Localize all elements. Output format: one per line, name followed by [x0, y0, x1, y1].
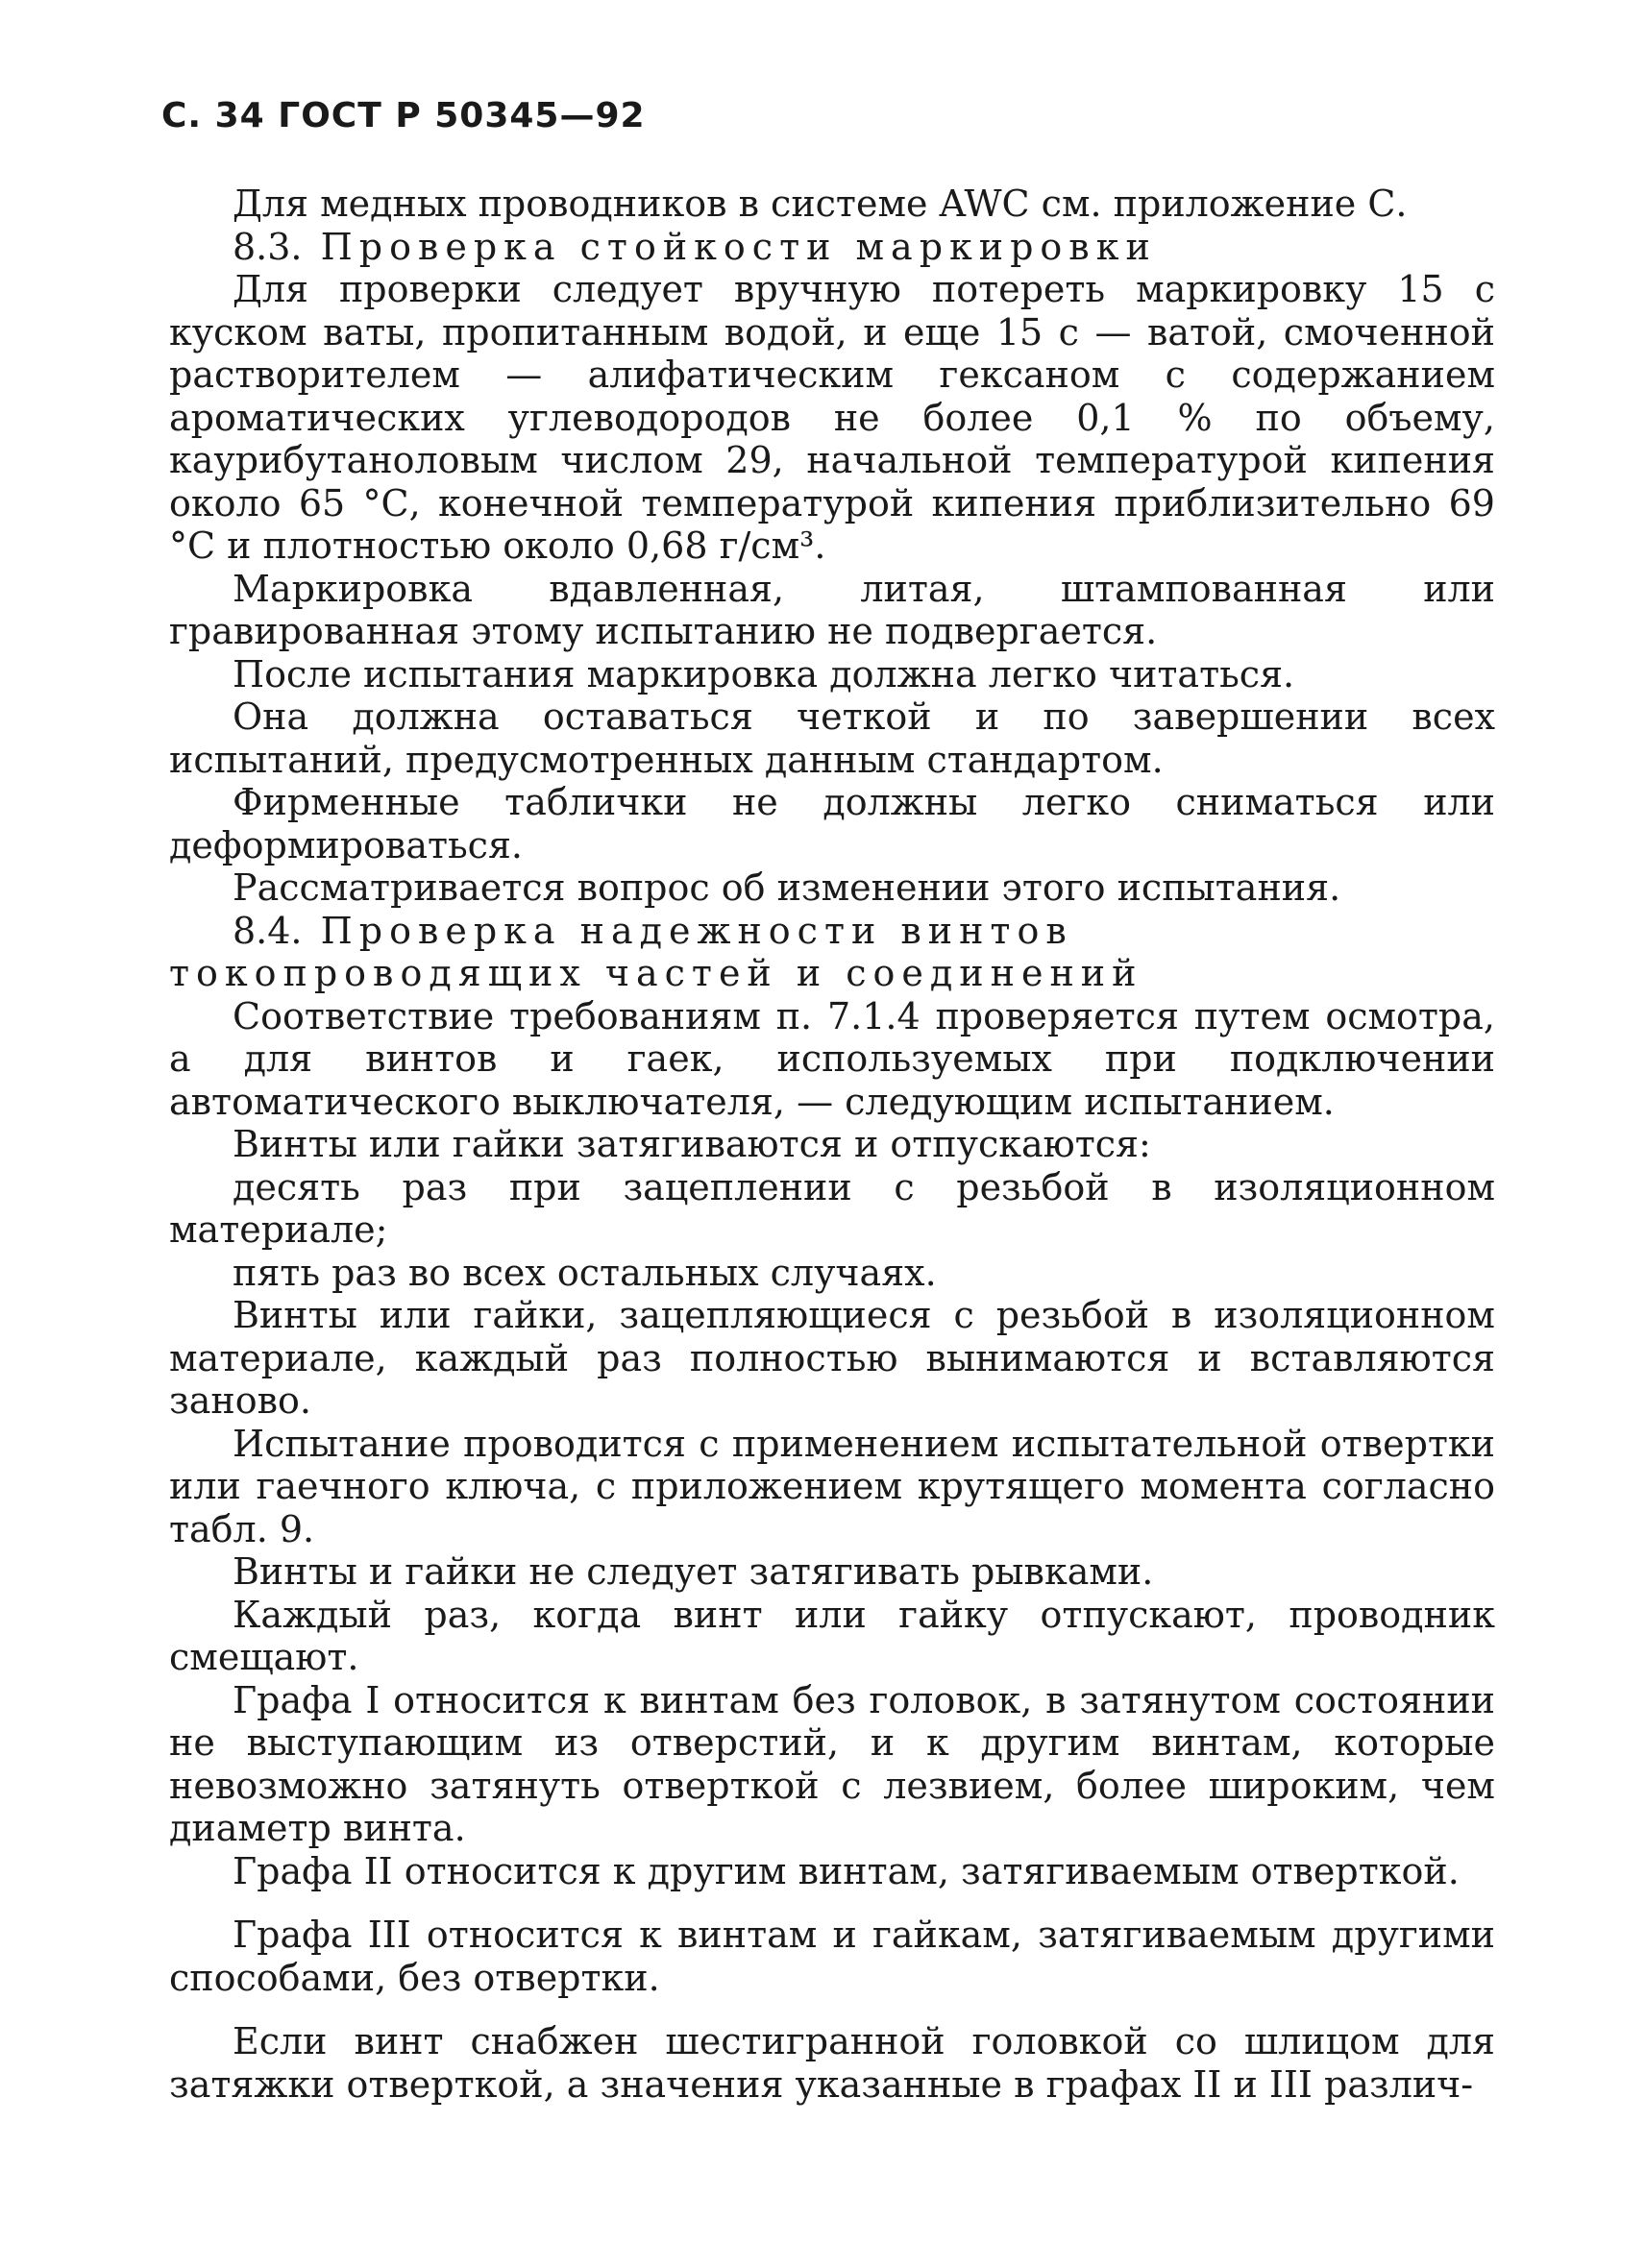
- paragraph-column-ii: Графа II относится к другим винтам, затягиваемым отверткой.: [233, 1849, 1460, 1892]
- document-body: [169, 183, 1495, 2106]
- paragraph-ten-times: десять раз при зацеплении с резьбой в изоляционном материале;: [169, 1165, 1495, 1251]
- paragraph-no-jerks: Винты и гайки не следует затягивать рывками.: [233, 1550, 1154, 1593]
- page-header: С. 34 ГОСТ Р 50345—92: [161, 96, 646, 135]
- section-number: 8.4.: [233, 909, 303, 952]
- paragraph-tighten-loosen: Винты или гайки затягиваются и отпускаются:: [233, 1123, 1151, 1165]
- paragraph-under-review: Рассматривается вопрос об изменении этого испытания.: [233, 866, 1341, 909]
- paragraph-test-tool: Испытание проводится с применением испытательной отвертки или гаечного ключа, с приложением крутящего момента согласно табл. 9.: [169, 1422, 1495, 1550]
- section-heading-8-4: [169, 910, 1495, 995]
- paragraph-column-i: Графа I относится к винтам без головок, в затянутом состоянии не выступающим из отверстий, и к другим винтам, которые невозможно затянуть отверткой с лезвием, более широким, чем диаметр винта.: [169, 1678, 1495, 1849]
- paragraph-insulating-thread: Винты или гайки, зацепляющиеся с резьбой в изоляционном материале, каждый раз полностью вынимаются и вставляются заново.: [169, 1294, 1495, 1422]
- paragraph-compliance: Соответствие требованиям п. 7.1.4 проверяется путем осмотра, а для винтов и гаек, используемых при подключении автоматического выключателя, — следующим испытанием.: [169, 994, 1495, 1123]
- paragraph-legibility: После испытания маркировка должна легко читаться.: [233, 652, 1295, 695]
- paragraph-column-iii: Графа III относится к винтам и гайкам, затягиваемым другими способами, без отвертки.: [169, 1914, 1495, 1999]
- paragraph-nameplates: Фирменные таблички не должны легко сниматься или деформироваться.: [169, 781, 1495, 866]
- section-title: Проверка стойкости маркировки: [320, 225, 1157, 268]
- section-heading-8-3: [169, 226, 1495, 269]
- paragraph-five-times: пять раз во всех остальных случаях.: [233, 1251, 937, 1294]
- section-number: 8.3.: [233, 225, 303, 268]
- paragraph-conductor-shift: Каждый раз, когда винт или гайку отпускают, проводник смещают.: [169, 1593, 1495, 1678]
- paragraph-test-procedure: Для проверки следует вручную потереть маркировку 15 с куском ваты, пропитанным водой, и еще 15 с — ватой, смоченной растворителем — алифатическим гексаном с содержанием ароматических углеводородов не более 0,1 % по объему, каурибутаноловым числом 29, начальной температурой кипения около 65 °С, конечной температурой кипения приблизительно 69 °С и плотностью около 0,68 г/см³.: [169, 268, 1495, 567]
- paragraph-clarity: Она должна оставаться четкой и по завершении всех испытаний, предусмотренных данным стандартом.: [169, 695, 1495, 781]
- section-title: Проверка надежности винтов токопроводящих частей и соединений: [169, 909, 1143, 994]
- paragraph-awc-note: Для медных проводников в системе AWC см. приложение С.: [233, 183, 1408, 225]
- paragraph-hex-head: Если винт снабжен шестигранной головкой со шлицом для затяжки отверткой, а значения указанные в графах II и III различ-: [169, 2020, 1495, 2106]
- paragraph-embossed-marking: Маркировка вдавленная, литая, штампованная или гравированная этому испытанию не подвергается.: [169, 567, 1495, 652]
